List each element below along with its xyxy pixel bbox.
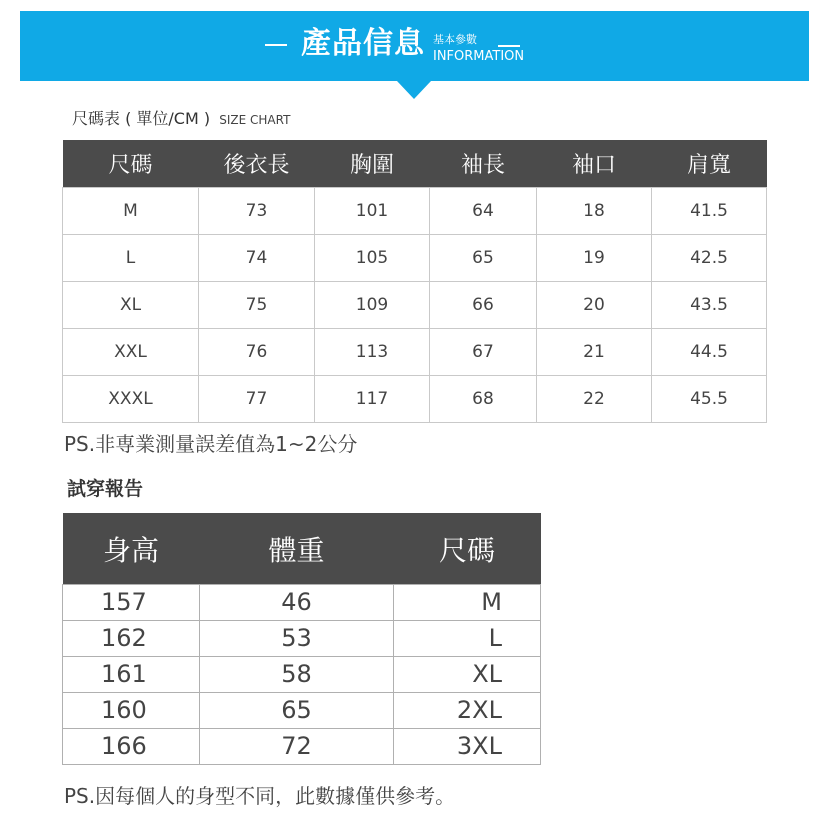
table-row xyxy=(63,657,541,693)
table-row xyxy=(63,188,767,235)
table-cell: 161 xyxy=(63,657,200,693)
table-row xyxy=(63,693,541,729)
size-chart-header: 後衣長 xyxy=(199,140,315,188)
table-cell: 53 xyxy=(200,621,394,657)
banner-decor-line-left xyxy=(265,44,287,46)
table-cell: 58 xyxy=(200,657,394,693)
table-row xyxy=(63,729,541,765)
table-cell: 166 xyxy=(63,729,200,765)
table-cell: 65 xyxy=(200,693,394,729)
size-chart-header: 胸圍 xyxy=(315,140,430,188)
size-chart-header: 尺碼 xyxy=(63,140,199,188)
fit-report-header-row xyxy=(63,513,541,585)
fit-report-table xyxy=(62,513,541,765)
table-row xyxy=(63,376,767,423)
table-cell: 74 xyxy=(199,235,315,282)
table-cell: 105 xyxy=(315,235,430,282)
size-chart-caption xyxy=(72,108,290,131)
size-chart-table xyxy=(62,140,767,423)
table-cell: 77 xyxy=(199,376,315,423)
table-cell: 18 xyxy=(537,188,652,235)
table-cell: 20 xyxy=(537,282,652,329)
fit-report-note: PS.因每個人的身型不同，此數據僅供參考。 xyxy=(64,784,456,808)
table-cell: 3XL xyxy=(394,729,541,765)
table-cell: 19 xyxy=(537,235,652,282)
table-cell: 76 xyxy=(199,329,315,376)
table-cell: XXL xyxy=(63,329,199,376)
table-row xyxy=(63,585,541,621)
table-cell: M xyxy=(394,585,541,621)
size-chart-header: 袖長 xyxy=(430,140,537,188)
table-cell: XL xyxy=(394,657,541,693)
banner-decor-line-right xyxy=(498,45,520,47)
table-cell: 75 xyxy=(199,282,315,329)
table-cell: XL xyxy=(63,282,199,329)
table-cell: 160 xyxy=(63,693,200,729)
table-cell: 157 xyxy=(63,585,200,621)
table-cell: 43.5 xyxy=(652,282,767,329)
table-cell: 45.5 xyxy=(652,376,767,423)
table-cell: XXXL xyxy=(63,376,199,423)
table-row xyxy=(63,621,541,657)
table-cell: 101 xyxy=(315,188,430,235)
table-row xyxy=(63,282,767,329)
table-row xyxy=(63,329,767,376)
size-chart-header: 肩寬 xyxy=(652,140,767,188)
table-cell: L xyxy=(394,621,541,657)
banner-subtitle-cn: 基本參數 xyxy=(433,33,477,46)
size-chart-header: 袖口 xyxy=(537,140,652,188)
table-cell: 46 xyxy=(200,585,394,621)
measurement-note: PS.非専業測量誤差值為1~2公分 xyxy=(64,432,358,456)
fit-report-header: 體重 xyxy=(200,513,394,585)
banner-title: 產品信息 xyxy=(301,26,425,61)
table-cell: 117 xyxy=(315,376,430,423)
table-cell: 44.5 xyxy=(652,329,767,376)
table-cell: 65 xyxy=(430,235,537,282)
fit-report-header: 身高 xyxy=(63,513,200,585)
table-cell: 109 xyxy=(315,282,430,329)
table-cell: 72 xyxy=(200,729,394,765)
table-cell: 73 xyxy=(199,188,315,235)
table-cell: 42.5 xyxy=(652,235,767,282)
size-chart-caption-cn: 尺碼表 ( 單位/CM ) xyxy=(72,109,211,128)
fit-report-header: 尺碼 xyxy=(394,513,541,585)
table-cell: 68 xyxy=(430,376,537,423)
size-chart-caption-en: SIZE CHART xyxy=(219,113,291,127)
table-cell: 21 xyxy=(537,329,652,376)
size-chart-header-row xyxy=(63,140,767,188)
table-cell: 162 xyxy=(63,621,200,657)
table-cell: 67 xyxy=(430,329,537,376)
table-cell: 2XL xyxy=(394,693,541,729)
banner-pointer-arrow xyxy=(397,81,431,99)
table-cell: 22 xyxy=(537,376,652,423)
table-cell: M xyxy=(63,188,199,235)
banner-subtitle-en: INFORMATION xyxy=(433,49,525,64)
table-cell: 113 xyxy=(315,329,430,376)
table-cell: 64 xyxy=(430,188,537,235)
table-cell: 41.5 xyxy=(652,188,767,235)
table-cell: 66 xyxy=(430,282,537,329)
table-row xyxy=(63,235,767,282)
fit-report-heading: 試穿報告 xyxy=(67,478,144,500)
table-cell: L xyxy=(63,235,199,282)
